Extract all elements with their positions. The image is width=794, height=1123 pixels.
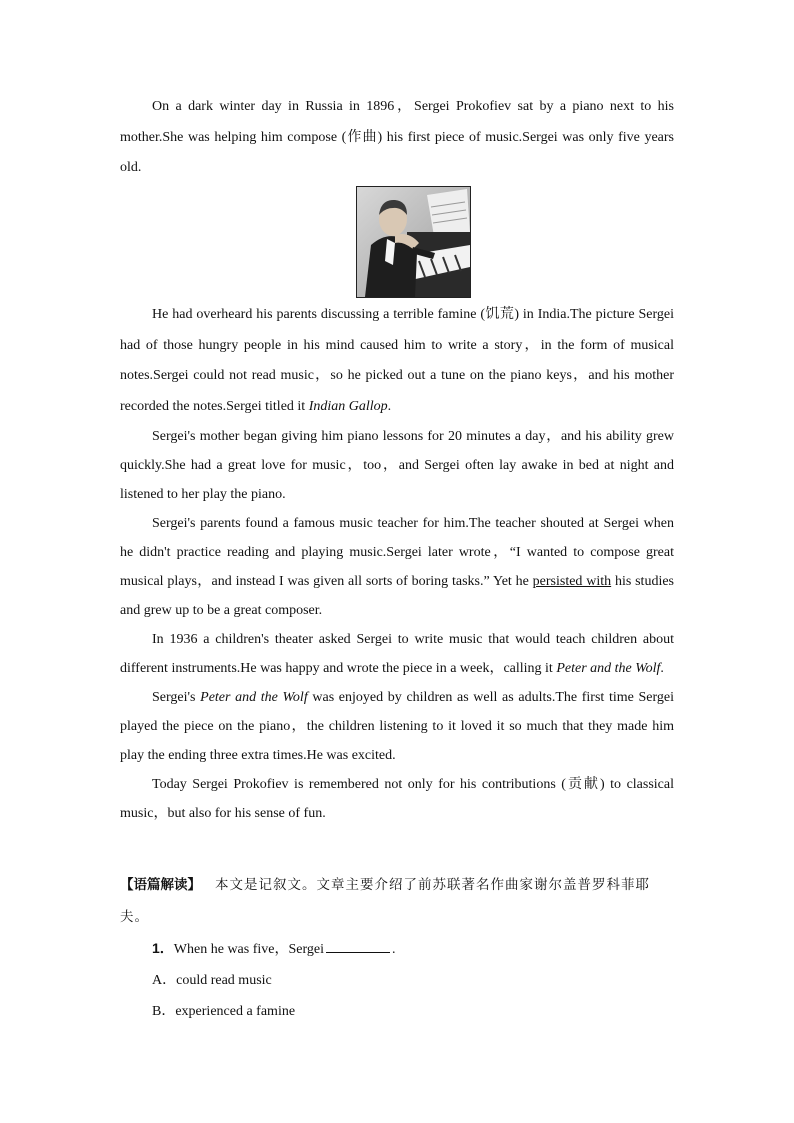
paragraph-6-text: Sergei's xyxy=(152,690,201,705)
question-stem: When he was five，Sergei xyxy=(173,942,324,957)
paragraph-2-text: He had overheard his parents discussing a terrible famine (饥荒) in India.The picture Sergei had of those hungry people in his mind caused him to write a story，in the form of musical notes.Sergei could not read music，so he picked out a tune on the piano keys，and his mother recorded the notes.Sergei titled it xyxy=(120,307,674,414)
title-peter-and-the-wolf: Peter and the Wolf xyxy=(556,661,661,676)
title-peter-and-the-wolf-2: Peter and the Wolf xyxy=(200,690,308,705)
question-stem-end: . xyxy=(392,942,396,957)
option-b[interactable]: B．experienced a famine xyxy=(152,1004,296,1019)
title-indian-gallop: Indian Gallop xyxy=(308,398,388,414)
paragraph-3: Sergei's mother began giving him piano lessons for 20 minutes a day，and his ability grew quickly.She had a great love for music，too，and Sergei often lay awake in bed at night and listened to her play the piano. xyxy=(120,429,674,502)
passage-top xyxy=(120,92,674,184)
answer-blank[interactable] xyxy=(326,940,390,953)
paragraph-5-end: . xyxy=(660,661,664,676)
question-number: 1． xyxy=(152,940,174,956)
paragraph-5 xyxy=(120,625,674,683)
paragraph-6-text-end: was enjoyed by children as well as adults.The first time Sergei played the piece on the piano，the children listening to it loved it so much that they made him play the ending three extra times.He was excited. xyxy=(120,690,675,763)
paragraph-4 xyxy=(120,509,674,625)
paragraph-2 xyxy=(120,300,674,422)
passage-body xyxy=(120,300,674,828)
option-a[interactable]: A．could read music xyxy=(152,973,272,988)
paragraph-6 xyxy=(120,683,674,770)
passage-analysis xyxy=(120,870,674,933)
underlined-phrase: persisted with xyxy=(532,574,612,589)
paragraph-4-text: Sergei's parents found a famous music teacher for him.The teacher shouted at Sergei when he didn't practice reading and playing music.Sergei later wrote，“I wanted to compose great musical plays，and instead I was given all sorts of boring tasks.” Yet he xyxy=(120,516,674,589)
paragraph-1: On a dark winter day in Russia in 1896，Sergei Prokofiev sat by a piano next to his mother.She was helping him compose (作曲) his first piece of music.Sergei was only five years old. xyxy=(120,99,674,175)
analysis-tag: 【语篇解读】 xyxy=(120,877,201,893)
paragraph-2-end: . xyxy=(387,398,392,414)
paragraph-5-text: In 1936 a children's theater asked Sergei to write music that would teach children about different instruments.He was happy and wrote the piece in a week，calling it xyxy=(120,632,674,676)
analysis-text: 本文是记叙文。文章主要介绍了前苏联著名作曲家谢尔盖普罗科菲耶夫。 xyxy=(120,877,650,925)
portrait-photo xyxy=(356,186,471,298)
question-1-stem xyxy=(152,938,396,958)
portrait-illustration xyxy=(357,187,470,297)
paragraph-7: Today Sergei Prokofiev is remembered not only for his contributions (贡献) to classical music，but also for his sense of fun. xyxy=(120,777,674,821)
paragraph-4-text-end: his studies and grew up to be a great composer. xyxy=(120,574,675,618)
